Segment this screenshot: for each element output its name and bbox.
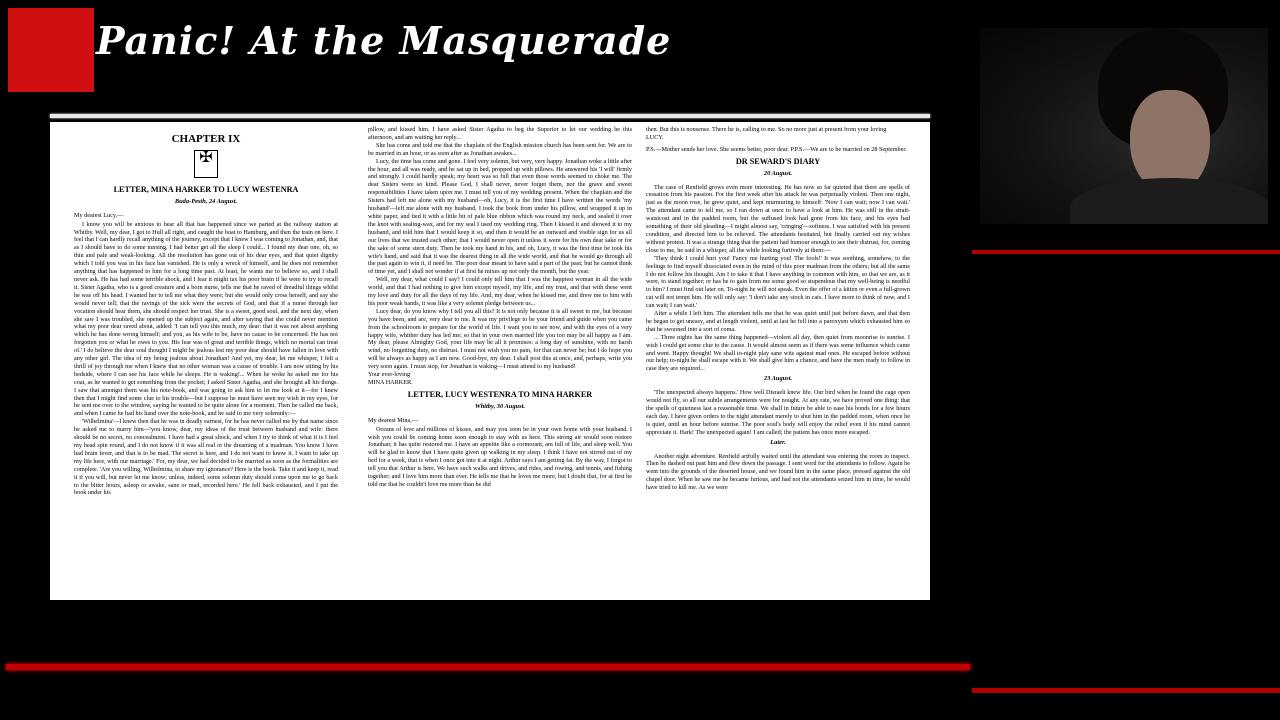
paragraph: Another night adventure. Renfield artfully waited until the attendant was entering the room to inspect. Then he dashed out past him and flew down the passage. I sent word for the attendants to follow. Again he went into the grounds of the deserted house, and we found him in the same place, pressed against the old chapel door. When he saw me he became furious, and had not the attendants seized him in time, he would have tried to kill me. As we were — [646, 452, 910, 492]
title-underline — [50, 114, 930, 118]
paragraph: 'They think I could hurt you! Fancy me hurting you! The fools!' It was soothing, somehow, to the feelings to find myself dissociated even in the mind of this poor madman from the others; but all the same I do not follow his thought. Am I to take it that I have anything in common with him, so that we are, as it were, to stand together; or has he to gain from me some good so stupendous that my well-being is needful to him? I must find out later on. To-night he will not speak. Even the offer of a kitten or even a full-grown cat will not tempt him. He will only say: 'I don't take any stock in cats. I have more to think of now, and I can wait; I can wait.' — [646, 254, 910, 310]
paragraph: Well, my dear, what could I say? I could only tell him that I was the happiest woman in all the wide world, and that I had nothing to give him except myself, my life, and my trust, and that with these went my love and duty for all the days of my life. And, my dear, when he kissed me, and drew me to him with his poor weak hands, it was like a very solemn pledge between us... — [368, 276, 632, 307]
paragraph: 'Wilhelmina'—I knew then that he was in deadly earnest, for he has never called me by that name since he asked me to marry him—'you know, dear, my ideas of the trust between husband and wife: there should be no secret, no concealment. I have had a great shock, and when I try to think of what it is I feel my head spin round, and I do not know if it was all real or the dreaming of a madman. You know I have had brain fever, and that is to be mad. The secret is here, and I do not want to know it. I want to take up my life here, with our marriage.' For, my dear, we had decided to be married as soon as the formalities are complete. 'Are you willing, Wilhelmina, to share my ignorance? Here is the book. Take it and keep it, read it if you will, but never let me know; unless, indeed, some solemn duty should come upon me to go back to the bitter hours, asleep or awake, sane or mad, recorded here.' He fell back exhausted, and I put the book under his — [74, 418, 338, 497]
channel-logo-box — [8, 8, 94, 92]
diary-heading: DR SEWARD'S DIARY — [735, 156, 821, 166]
letter-signature: LUCY. — [646, 133, 664, 141]
letter-salutation: My dearest Mina,— — [368, 416, 419, 424]
text-column-1 — [74, 126, 338, 596]
letter-heading: LETTER, MINA HARKER TO LUCY WESTENRA — [113, 184, 299, 194]
paragraph: ... Three nights has the same thing happened—violent all day, then quiet from moonrise to sunrise. I wish I could get some clue to the cause. It would almost seem as if there was some influence which came and went. Happy thought! We shall to-night play sane wits against mad ones. He escaped before without our help; to-night he shall escape with it. We shall give him a chance, and have the men ready to follow in case they are required... — [646, 333, 910, 373]
letter-place-date: Buda-Pesth, 24 August. — [174, 197, 238, 205]
accent-bar-bottom-right — [972, 688, 1280, 693]
stream-title: Panic! At the Masquerade — [96, 18, 672, 63]
diary-date: 20 August. — [763, 169, 793, 177]
chapter-title: CHAPTER IX — [171, 133, 241, 145]
text-column-3 — [646, 126, 910, 596]
paragraph: After a while I left him. The attendant tells me that he was quiet until just before dawn, and that then he began to get uneasy, and at length violent, until at last he fell into a paroxysm which exhausted him so that he swooned into a sort of coma. — [646, 310, 910, 333]
paragraph: Oceans of love and millions of kisses, and may you soon be in your own home with your husband. I wish you could be coming home soon enough to stay with us here. This strong air would soon restore Jonathan; it has quite restored me. I have an appetite like a cormorant, am full of life, and sleep well. You will be glad to know that I have quite given up walking in my sleep. I think I have not stirred out of my bed for a week, that is when I once got into it at night. Arthur says I am getting fat. By the way, I forgot to tell you that Arthur is here. We have such walks and drives, and rides, and rowing, and tennis, and fishing together; and I love him more than ever. He tells me that he loves me more, but I doubt that, for at first he told me that he couldn't love me more than he did — [368, 425, 632, 488]
accent-bar-bottom — [6, 664, 970, 670]
letter-salutation: My dearest Lucy,— — [74, 211, 124, 219]
accent-bar-right — [972, 250, 1280, 254]
paragraph: The case of Renfield grows even more interesting. He has now so far quieted that there are spells of cessation from his passion. For the first week after his attack he was perpetually violent. Then one night, just as the moon rose, he grew quiet, and kept murmuring to himself: 'Now I can wait; now I can wait.' The attendant came to tell me, so I ran down at once to have a look at him. He was still in the strait-waistcoat and in the padded room, but the suffused look had gone from his face, and his eyes had something of their old pleading—I might almost say, 'cringing'—softness. I was satisfied with his present condition, and directed him to be relieved. The attendants hesitated, but finally carried out my wishes without protest. It was a strange thing that the patient had humour enough to see their distrust, for, coming close to me, he said in a whisper, all the while looking furtively at them:— — [646, 183, 910, 254]
paragraph: 'The unexpected always happens.' How well Disraeli knew life. Our bird when he found the cage open would not fly, so all our subtle arrangements were for nought. At any rate, we have proved one thing: that the spells of quietness last a reasonable time. We shall in future be able to ease his bonds for a few hours each day. I have given orders to the night attendant merely to shut him in the padded room, when once he is quiet, until an hour before sunrise. The poor soul's body will enjoy the relief even if his mind cannot appreciate it. Hark! The unexpected again! I am called; the patient has once more escaped. — [646, 389, 910, 436]
ornament-icon — [194, 150, 218, 178]
paragraph: She has come and told me that the chaplain of the English mission church has been sent for. We are to be married in an hour, or as soon after as Jonathan awakes... — [368, 141, 632, 157]
paragraph: pillow, and kissed him. I have asked Sister Agatha to beg the Superior to let our wedding be this afternoon, and am waiting her reply... — [368, 126, 632, 141]
text-column-2 — [368, 126, 632, 596]
book-page — [50, 122, 930, 600]
letter-place-date: Whitby, 30 August. — [475, 402, 525, 410]
paragraph: then. But this is nonsense. There he is, calling to me. So no more just at present from your loving — [646, 126, 887, 133]
letter-heading: LETTER, LUCY WESTENRA TO MINA HARKER — [407, 389, 593, 399]
diary-date: 23 August. — [763, 375, 793, 383]
diary-date: Later. — [770, 438, 786, 446]
postscript: P.S.—Mother sends her love. She seems better, poor dear. P.P.S.—We are to be married on 28 September. — [646, 145, 907, 153]
paragraph: Lucy, the time has come and gone. I feel very solemn, but very, very happy. Jonathan woke a little after the hour, and all was ready, and he sat up in bed, propped up with pillows. He answered his 'I will' firmly and strongly. I could hardly speak; my heart was so full that even those words seemed to choke me. The dear Sisters were so kind. Please God, I shall never, never forget them, nor the grave and sweet responsibilities I have taken upon me. I must tell you of my wedding present. When the chaplain and the Sisters had left me alone with my husband—oh, Lucy, it is the first time I have written the words 'my husband'—left me alone with my husband, I took the book from under his pillow, and wrapped it up in white paper, and tied it with a little bit of pale blue ribbon which was round my neck, and sealed it over the knot with sealing-wax, and for my seal I used my wedding ring. Then I kissed it and showed it to my husband, and told him that I would keep it so, and then it would be an outward and visible sign for us all our lives that we trusted each other; that I would never open it unless it were for his own dear sake or for the sake of some stern duty. Then he took my hand in his, and oh, Lucy, it was the first time he took his wife's hand, and said that it was the dearest thing in all the wide world, and that he would go through all the past again to win it, if need be. The poor dear meant to have said a part of the past; but he cannot think of time yet, and I shall not wonder if at first he mixes up not only the month, but the year. — [368, 157, 632, 276]
paragraph: Lucy dear, do you know why I tell you all this? It is not only because it is all sweet to me, but because you have been, and are, very dear to me. It was my privilege to be your friend and guide when you came from the schoolroom to prepare for the world of life. I want you to see now, and with the eyes of a very happy wife, whither duty has led me; so that in your own married life you too may be all happy as I am. My dear, please Almighty God, your life may be all it promises: a long day of sunshine, with no harsh wind, no forgetting duty, no distrust. I must not wish you no pain, for that can never be; but I do hope you will be always as happy as I am now. Good-bye, my dear. I shall post this at once, and, perhaps, write you very soon again. I must stop, for Jonathan is waking—I must attend to my husband! — [368, 307, 632, 371]
letter-closing: Your ever-loving — [368, 371, 411, 379]
webcam-feed — [980, 28, 1268, 224]
paragraph: I know you will be anxious to hear all that has happened since we parted at the railway station at Whitby. Well, my dear, I got to Hull all right, and caught the boat to Hamburg, and then the train on here. I feel that I can hardly recall anything of the journey, except that I knew I was coming to Jonathan, and, that as I should have to do some nursing, I had better get all the sleep I could... I found my dear one, oh, so thin and pale and weak-looking. All the resolution has gone out of his dear eyes, and that quiet dignity which I told you was in his face has vanished. He is only a wreck of himself, and he does not remember anything that has happened to him for a long time past. At least, he wants me to believe so, and I shall never ask. He has had some terrible shock, and I fear it might tax his poor brain if he were to try to recall it. Sister Agatha, who is a good creature and a born nurse, tells me that he raved of dreadful things whilst he was off his head. I wanted her to tell me what they were; but she would only cross herself, and say she would never tell; that the ravings of the sick were the secrets of God, and that if a nurse through her vocation should hear them, she should respect her trust. She is a sweet, good soul, and the next day, when she saw I was troubled, she opened up the subject again, and after saying that she could never mention what my poor dear raved about, added: 'I can tell you this much, my dear: that it was not about anything which he has done wrong himself; and you, as his wife to be, have no cause to be concerned. He has not forgotten you or what he owes to you. His fear was of great and terrible things, which no mortal can treat of.' I do believe the dear soul thought I might be jealous lest my poor dear should have fallen in love with any other girl. The idea of my being jealous about Jonathan! And yet, my dear, let me whisper, I felt a thrill of joy through me when I knew that no other woman was a cause of trouble. I am now sitting by his bedside, where I can see his face while he sleeps. He is waking!... When he woke he asked me for his coat, as he wanted to get something from the pocket; I asked Sister Agatha, and she brought all his things. I saw that amongst them was his note-book, and was going to ask him to let me look at it—for I knew then that I might find some clue to his trouble—but I suppose he must have seen my wish in my eyes, for he sent me over to the window, saying he wanted to be quite alone for a moment. Then he called me back, and when I came he had his hand over the note-book, and he said to me very solemnly:— — [74, 220, 338, 418]
letter-signature: MINA HARKER. — [368, 379, 413, 386]
